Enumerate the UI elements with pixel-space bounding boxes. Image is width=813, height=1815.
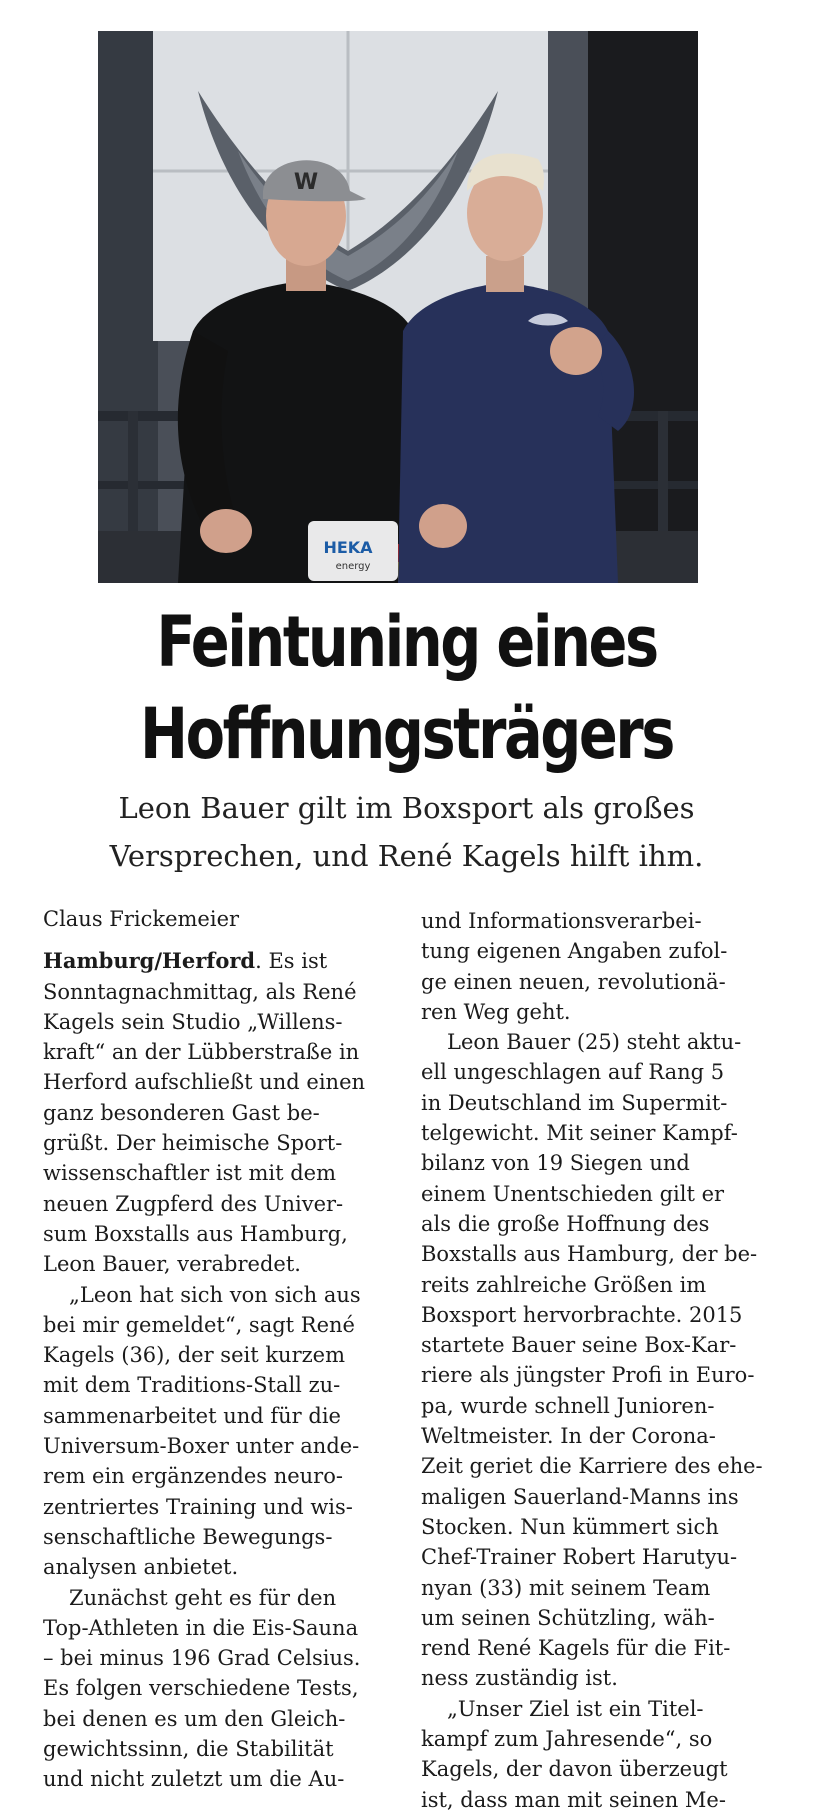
column-line: Universum-Boxer unter ande- [43,1434,360,1459]
column-line: Kagels, der davon überzeugt [421,1757,728,1782]
subheadline-line-2: Versprechen, und René Kagels hilft ihm. [109,839,704,873]
left-column [43,904,385,1795]
column-line: analysen anbietet. [43,1555,239,1580]
column-line: als die große Hoffnung des [421,1211,710,1236]
column-line: kampf zum Jahresende“, so [421,1727,713,1752]
column-line: ren Weg geht. [421,999,571,1024]
column-line: neuen Zugpferd des Univer- [43,1191,344,1216]
column-line: Leon Bauer, verabredet. [43,1252,301,1277]
column-line: zentriertes Training und wis- [43,1494,353,1519]
column-line: tung eigenen Angaben zufol- [421,939,728,964]
column-line: sammenarbeitet und für die [43,1403,341,1428]
column-line: ganz besonderen Gast be- [43,1100,320,1125]
column-line: „Leon hat sich von sich aus [69,1282,361,1307]
column-line: Top-Athleten in die Eis-Sauna [43,1615,359,1640]
column-line-text: . Es ist [255,949,328,974]
headline-line-2: Hoffnungsträgers [140,693,673,775]
column-line: ness zuständig ist. [421,1666,618,1691]
headline-line-1: Feintuning eines [156,601,657,683]
column-line: mit dem Traditions-Stall zu- [43,1373,341,1398]
column-line: rem ein ergänzendes neuro- [43,1464,343,1489]
subheadline-line-1: Leon Bauer gilt im Boxsport als großes [118,791,695,825]
column-line: grüßt. Der heimische Sport- [43,1131,343,1156]
dateline: Hamburg/Herford [43,948,256,974]
belt-sub: energy [335,561,371,572]
column-line: Stocken. Nun kümmert sich [421,1514,719,1539]
column-line: Weltmeister. In der Corona- [421,1424,716,1449]
subheadline [0,784,813,880]
column-line: Zeit geriet die Karriere des ehe- [421,1454,763,1479]
column-line: riere als jüngster Profi in Euro- [421,1363,755,1388]
column-line: Kagels sein Studio „Willens- [43,1009,343,1034]
column-line: ist, dass man mit seinen Me- [421,1787,726,1812]
column-line: Chef-Trainer Robert Harutyu- [421,1545,738,1570]
column-line: „Unser Ziel ist ein Titel- [447,1696,704,1721]
column-line: Kagels (36), der seit kurzem [43,1343,346,1368]
column-line: und nicht zuletzt um die Au- [43,1767,345,1792]
column-line: einem Unentschieden gilt er [421,1181,725,1206]
headline [73,596,740,780]
column-line: gewichtssinn, die Stabilität [43,1737,334,1762]
column-line: bilanz von 19 Siegen und [421,1151,690,1176]
column-line: in Deutschland im Supermit- [421,1090,728,1115]
column-line: maligen Sauerland-Manns ins [421,1484,739,1509]
column-line: Es folgen verschiedene Tests, [43,1676,359,1701]
column-line: um seinen Schützling, wäh- [421,1605,715,1630]
column-line: Boxsport hervorbrachte. 2015 [421,1302,743,1327]
column-line: ge einen neuen, revolutionä- [421,969,726,994]
byline: Claus Frickemeier [43,907,240,931]
column-line: Herford aufschließt und einen [43,1070,366,1095]
column-line: ell ungeschlagen auf Rang 5 [421,1060,725,1085]
column-line: wissenschaftler ist mit dem [43,1161,336,1186]
right-column [421,906,763,1815]
article-photo [98,31,698,583]
column-line: Leon Bauer (25) steht aktu- [447,1030,742,1055]
belt-brand: HEKA [323,538,373,557]
column-line: sum Boxstalls aus Hamburg, [43,1221,348,1246]
column-line: senschaftliche Bewegungs- [43,1524,333,1549]
column-line: kraft“ an der Lübberstraße in [43,1040,360,1065]
column-line: pa, wurde schnell Junioren- [421,1393,715,1418]
column-line: und Informationsverarbei- [421,909,702,933]
column-line [43,946,385,976]
column-line: rend René Kagels für die Fit- [421,1636,731,1661]
column-line: startete Bauer seine Box-Kar- [421,1333,737,1358]
column-line: – bei minus 196 Grad Celsius. [43,1646,361,1671]
column-line: Zunächst geht es für den [69,1585,337,1610]
cap-logo: W [293,170,319,195]
column-line: nyan (33) mit seinem Team [421,1575,711,1600]
column-line: Sonntagnachmittag, als René [43,979,357,1004]
column-line: bei mir gemeldet“, sagt René [43,1312,355,1337]
column-line: bei denen es um den Gleich- [43,1706,346,1731]
column-line: Boxstalls aus Hamburg, der be- [421,1242,758,1267]
column-line: reits zahlreiche Größen im [421,1272,707,1297]
column-line: telgewicht. Mit seiner Kampf- [421,1121,738,1146]
